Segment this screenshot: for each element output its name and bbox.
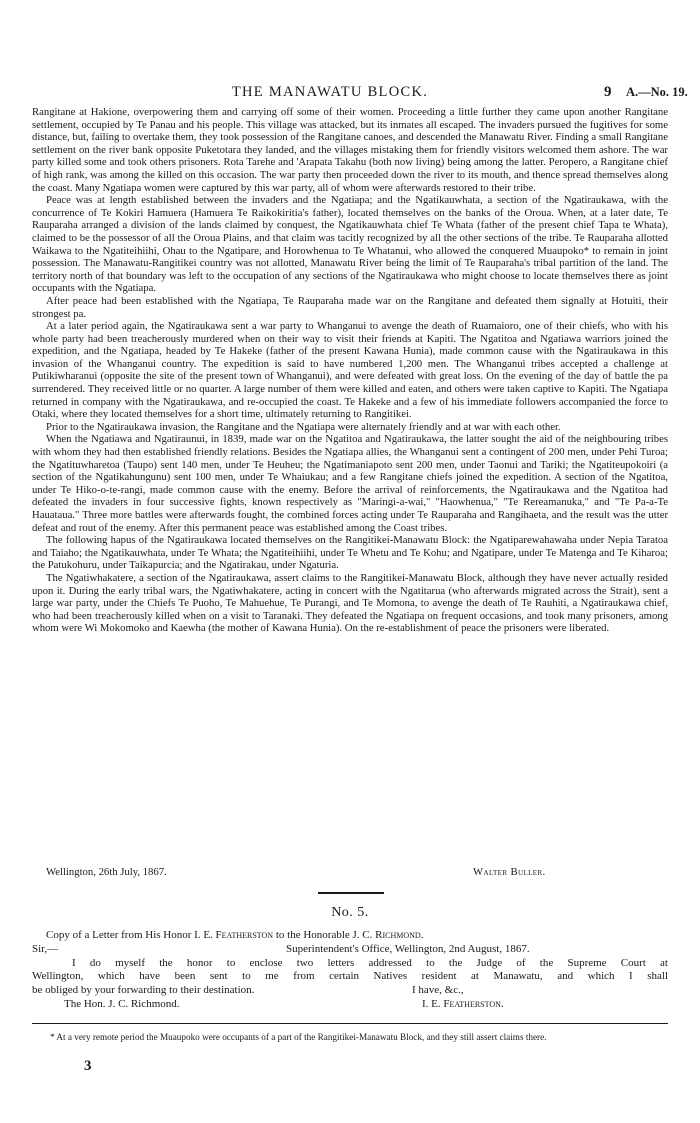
letter-title-middle: to the Honorable <box>273 929 353 941</box>
letter-address-line <box>32 943 668 957</box>
page-title: THE MANAWATU BLOCK. <box>231 84 429 100</box>
footnote-divider <box>32 1023 668 1024</box>
letter-title <box>32 929 668 943</box>
letter-body-line: Wellington, which have been sent to me from certain Natives resident at Manawatu, and which I shall <box>32 970 668 983</box>
letter-body-line: I do myself the honor to enclose two letters addressed to the Judge of the Supreme Court at <box>72 956 668 969</box>
letter-signature-line <box>32 998 668 1012</box>
document-reference: A.—No. 19. <box>626 85 688 99</box>
letter-sender: I. E. Featherston. <box>422 997 504 1010</box>
paragraph: Rangitane at Hakione, overpowering them and carrying off some of their women. Proceeding a little further they came upon another Rangitane settlement, occupied by Te Panau and his people. This village was attacked, but its inmates all escaped. The invaders pursued the fugitives for some distance, but, failing to overtake them, they took possession of the Rangitane canoes, and descended the Manawatu River. Finding a small Rangitane settlement on the river bank opposite Puketotara they landed, and the villages mistaking them for friendly visitors welcomed them ashore. The war party killed some and took others prisoners. Rota Tarehe and 'Arapata Takahu (both now living) being among the latter. Peropero, a Rangitane chief of high rank, was among the killed on this occasion. The war party then proceeded down the river to its mouth, and thence spread themselves along the coast. Many Ngatiapa women were captured by this war party, all of whom were afterwards restored to their tribe. <box>32 106 668 194</box>
letter-title-prefix: Copy of a Letter from His Honor <box>46 929 195 941</box>
letter-closing: I have, &c., <box>412 984 464 997</box>
letter-office-date: Superintendent's Office, Wellington, 2nd August, 1867. <box>286 942 530 955</box>
letter-recipient: The Hon. J. C. Richmond. <box>64 997 180 1010</box>
section-divider <box>318 892 384 894</box>
letter-body-line-text: be obliged by your forwarding to their destination. <box>32 984 255 997</box>
letter-salutation: Sir,— <box>32 942 59 955</box>
page-number: 9 <box>604 84 612 100</box>
paragraph: The following hapus of the Ngatiraukawa located themselves on the Rangitikei-Manawatu Block: the Ngatiparewahawaha under Nepia Taratoa and Taiaho; the Ngatikauwhata, under Te Whata; the Ngatiteihiihi, under Te Whetu and Te Kohu; and Ngatipare, under Te Matenga and Te Kiharoa; the Patukohuru, under Taikapurcia; and the Ngatirakau, under Ngaturia. <box>32 534 668 572</box>
running-header <box>0 84 700 100</box>
footnote: * At a very remote period the Muaupoko were occupants of a part of the Rangitikei-Manawatu Block, and they still assert claims there. <box>50 1032 547 1042</box>
letter-title-to: J. C. Richmond. <box>352 929 424 941</box>
report-signoff <box>32 866 668 879</box>
paragraph: At a later period again, the Ngatiraukawa sent a war party to Whanganui to avenge the death of Ruamaioro, one of their chiefs, who with his whole party had been treacherously murdered when on their way to visit their friends at Kapiti. The Ngatitoa and Ngatiawa warriors joined the expedition, and the Ngatiapa, headed by Te Hakeke (father of the present Kawana Hunia), made common cause with the Ngatiraukawa in this invasion of the Whanganui country. The expedition is said to have numbered 1,200 men. The Whanganui tribes accepted a challenge at Putikiwharanui (opposite the site of the present town of Whanganui), and were defeated with great loss. On the evening of the day of battle the pa surrendered. They received little or no quarter. A large number of them were killed and eaten, and others were taken captive to Kapiti. The Ngatiapa returned in company with the Ngatiraukawa, and re-occupied the coast. Te Hakeke and a few of his immediate followers accompanied the force to Otaki, where they located themselves for a short time, ultimately returning to Rangitikei. <box>32 320 668 421</box>
paragraph: Peace was at length established between the invaders and the Ngatiapa; and the Ngatikauwhata, a section of the Ngatiraukawa, with the concurrence of Te Kokiri Hamuera (Hamuera Te Raikokiritia's father), located themselves on the banks of the Oroua. When, at a later date, Te Rauparaha arranged a division of the lands claimed by conquest, the Ngatikauwhata chief Te Whata (father of the present chief Tapa te Whata), claimed to be the possessor of all the Oroua Plains, and that claim was tacitly recognized by all the other sections of the tribe. Te Rauparaha allotted Waikawa to the Ngatiteihiihi, Ohau to the Ngatipare, and Horowhenua to Te Whatanui, who allowed the conquered Muaupoko* to remain in joint possession. The Manawatu-Rangitikei country was not allotted, Manawatu River being the limit of Te Rauparaha's tribal partition of the land. The territory north of that boundary was left to the occupation of any sections of the Ngatiraukawa who might choose to locate themselves there as joint occupants with the Ngatiapa. <box>32 194 668 295</box>
paragraph: When the Ngatiawa and Ngatiraunui, in 1839, made war on the Ngatitoa and Ngatiraukawa, the latter sought the aid of the neighbouring tribes with whom they had then established friendly relations. Besides the Ngatiapa allies, the Whanganui sent a contingent of 200 men, under Pehi Turoa; the Ngatituwharetoa (Taupo) sent 140 men, under Te Heuheu; the Ngatimaniapoto sent 200 men, under Taonui and Tariki; the Ngatiteupokoiri (a section of the Ngatikahungunu) sent 100 men, under Te Whaiukau; and a few Rangitane chiefs joined the expedition. A section of the Ngatitoa, under Te Hiko-o-te-rangi, made common cause with the enemy. Before the arrival of reinforcements, the Ngatiraukawa and the Ngatitoa had defeated the invaders in four successive fights, known respectively as "Maringi-a-wai," "Haowhenua," "Te Rereamanuka," and "Te Pa-a-Te Hauataua." Three more battles were afterwards fought, the combined forces acting under Te Rauparaha and Rangihaeta, and the result was the utter defeat and rout of the enemy. After this permanent peace was established among the Coast tribes. <box>32 433 668 534</box>
signoff-place-date: Wellington, 26th July, 1867. <box>46 866 167 878</box>
letter-title-from: I. E. Featherston <box>194 929 274 941</box>
paragraph: Prior to the Ngatiraukawa invasion, the Rangitane and the Ngatiapa were alternately friendly and at war with each other. <box>46 420 561 433</box>
paragraph: After peace had been established with the Ngatiapa, Te Rauparaha made war on the Rangitane and defeated them signally at Hotuiti, their strongest pa. <box>32 294 668 320</box>
printer-signature-mark: 3 <box>84 1058 92 1074</box>
report-body <box>32 106 668 635</box>
paragraph: The Ngatiwhakatere, a section of the Ngatiraukawa, assert claims to the Rangitikei-Manawatu Block, although they have never actually resided upon it. During the early tribal wars, the Ngatiwhakatere, acting in concert with the Ngatitarua (who afterwards migrated across the Strait), sent a large war party, under the Chiefs Te Puoho, Te Mahuehue, Te Purangi, and Te Momona, to avenge the death of Te Rauhiti, a Ngatiraukawa chief, who had been treacherously killed when on a visit to Taranaki. They defeated the Ngatiapa on frequent occasions, and took many prisoners, among whom were Wi Mokomoko and Kaewha (the mother of Kawana Hunia). On the re-establishment of peace the prisoners were liberated. <box>32 571 668 635</box>
signoff-name: Walter Buller. <box>473 866 546 878</box>
letter <box>32 929 668 1012</box>
letter-body-line <box>32 984 668 998</box>
section-heading: No. 5. <box>331 905 369 920</box>
